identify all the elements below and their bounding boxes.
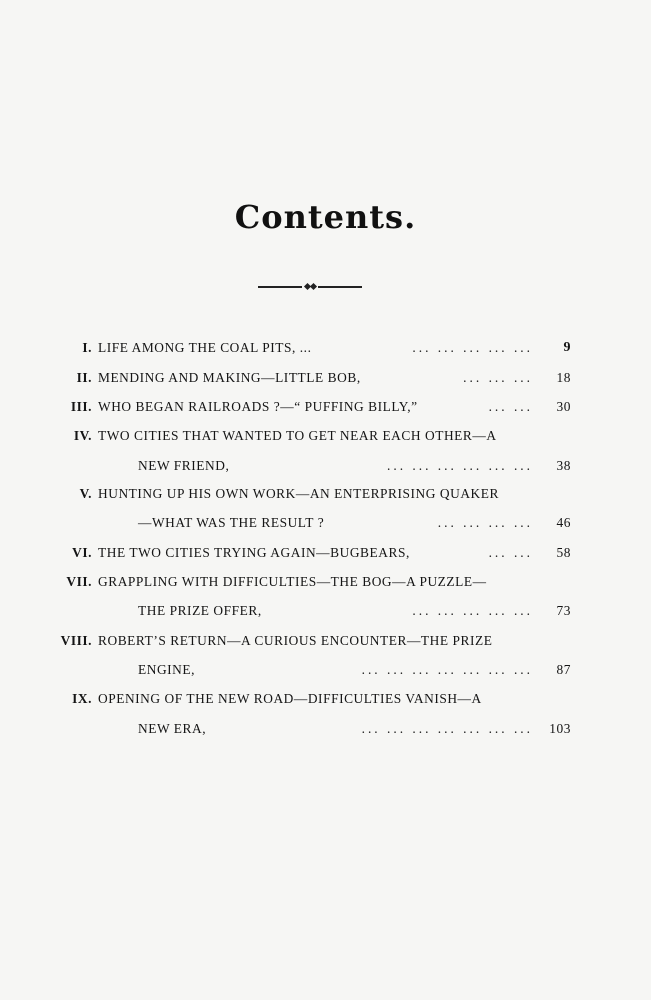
page-number: 87 [556, 662, 571, 677]
toc-entry-continuation [0, 718, 651, 740]
chapter-number: II. [76, 370, 92, 385]
leader-dots: ... ... ... ... ... ... ... [361, 721, 533, 736]
chapter-title-continuation: —WHAT WAS THE RESULT ? [138, 515, 325, 530]
chapter-number: VI. [72, 545, 92, 560]
chapter-number: III. [70, 399, 92, 414]
chapter-title: TWO CITIES THAT WANTED TO GET NEAR EACH OTHER—A [98, 428, 497, 443]
chapter-title: GRAPPLING WITH DIFFICULTIES—THE BOG—A PUZZLE— [98, 574, 487, 589]
chapter-number: IV. [73, 428, 92, 443]
chapter-number: V. [79, 486, 92, 501]
chapter-title: WHO BEGAN RAILROADS ?—“ PUFFING BILLY,” [98, 399, 418, 414]
page-number: 38 [556, 458, 571, 473]
page-number: 58 [556, 545, 571, 560]
chapter-title: ROBERT’S RETURN—A CURIOUS ENCOUNTER—THE PRIZE [98, 633, 493, 648]
chapter-title-continuation: THE PRIZE OFFER, [138, 603, 262, 618]
leader-dots: ... ... ... ... [437, 515, 533, 530]
toc-entry [0, 483, 651, 505]
chapter-title: HUNTING UP HIS OWN WORK—AN ENTERPRISING QUAKER [98, 486, 499, 501]
page-number: 103 [549, 721, 571, 736]
leader-dots: ... ... ... ... ... ... [387, 458, 533, 473]
chapter-title: THE TWO CITIES TRYING AGAIN—BUGBEARS, [98, 545, 410, 560]
leader-dots: ... ... ... ... ... [412, 603, 533, 618]
chapter-number: IX. [72, 691, 92, 706]
leader-dots: ... ... ... ... ... ... ... [361, 662, 533, 677]
page-number: 30 [556, 399, 571, 414]
toc-entry [0, 367, 651, 389]
chapter-title-continuation: ENGINE, [138, 662, 196, 677]
leader-dots: ... ... ... [463, 370, 533, 385]
chapter-number: VIII. [60, 633, 92, 648]
page-number: 18 [556, 370, 571, 385]
chapter-title: OPENING OF THE NEW ROAD—DIFFICULTIES VANISH—A [98, 691, 482, 706]
toc-entry [0, 396, 651, 418]
chapter-title: LIFE AMONG THE COAL PITS, ... [98, 340, 312, 355]
page-number: 73 [556, 603, 571, 618]
leader-dots: ... ... [488, 545, 533, 560]
chapter-number: VII. [66, 574, 92, 589]
toc-entry-continuation [0, 600, 651, 622]
page-title: Contents. [234, 198, 417, 236]
toc-entry-continuation [0, 455, 651, 477]
chapter-title-continuation: NEW ERA, [138, 721, 207, 736]
toc-entry [0, 630, 651, 652]
chapter-title: MENDING AND MAKING—LITTLE BOB, [98, 370, 361, 385]
toc-entry-continuation [0, 512, 651, 534]
toc-entry [0, 542, 651, 564]
toc-entry [0, 337, 651, 359]
toc-entry [0, 571, 651, 593]
chapter-title-continuation: NEW FRIEND, [138, 458, 230, 473]
toc-entry [0, 425, 651, 447]
toc-entry-continuation [0, 659, 651, 681]
leader-dots: ... ... [488, 399, 533, 414]
leader-dots: ... ... ... ... ... [412, 340, 533, 355]
page-number: 9 [563, 340, 571, 355]
page-number: 46 [556, 515, 571, 530]
toc-entry [0, 688, 651, 710]
chapter-number: I. [82, 340, 92, 355]
